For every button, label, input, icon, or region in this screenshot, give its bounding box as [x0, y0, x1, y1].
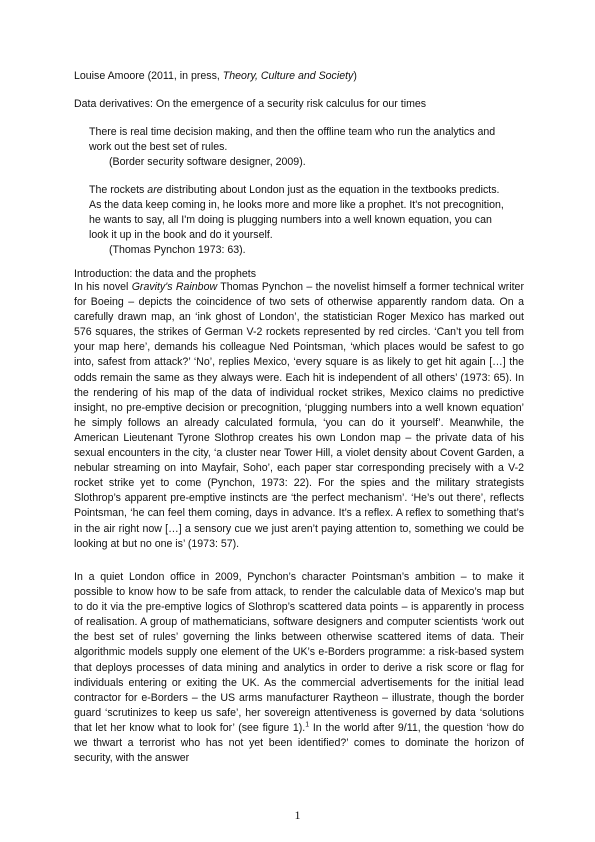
epigraph-1: [89, 125, 509, 170]
page-number: 1: [294, 808, 301, 822]
paragraph-2-text-b: In the world after 9/11, the question ‘how do we thwart a terrorist who has not yet been identified?’ comes to dominate the horizon of security, with the answer: [74, 721, 524, 765]
paragraph-1-text-b: Thomas Pynchon – the novelist himself a former technical writer for Boeing – depicts the coincidence of two sets of otherwise apparently random data. On a carefully drawn map, an ‘ink ghost of London’, the statistician Roger Mexico has marked out 576 squares, the strikes of German V-2 rockets represented by red circles. ‘Can’t you tell from your map here’, demands his colleague Ned Pointsman, ‘which places would be safest to go into, safest from attack?’ ‘No’, replies Mexico, ‘every square is as likely to get hit again […] the odds remain the same as they always were. Each hit is independent of all others’ (1973: 65). In the rendering of his map of the data of individual rocket strikes, Mexico claims no predictive insight, no pre-emptive decision or precognition, ‘plugging numbers into a well known equation’ he simply follows an already calculated formula, ‘you can do it yourself’. Meanwhile, the American Lieutenant Tyrone Slothrop creates his own London map – the private data of his sexual encounters in the city, ‘a cluster near Tower Hill, a violet density about Covent Garden, a nebular streaming on into Mayfair, Soho’, each paper star corresponding precisely with a V-2 rocket strike yet to come (Pynchon, 1973: 22). For the spies and the military strategists Slothrop’s apparent pre-emptive instincts are ‘the perfect mechanism’. ‘He’s out there’, reflects Pointsman, ‘he can feel them coming, days in advance. It’s a reflex. A reflex to something that’s in the air right now […] a sensory cue we just aren’t paying attention to, something we could be looking at but no one is’ (1973: 57).: [74, 281, 524, 550]
epigraph-2-text-b: distributing about London just as the equation in the textbooks predicts. As the data keep coming in, he looks more and more like a prophet. It's not precognition, he wants to say, all I'm doing is plugging numbers into a well known equation, you can look it up in the book and do it yourself.: [89, 184, 504, 242]
epigraph-2-emphasis: are: [147, 184, 163, 196]
epigraph-1-text: There is real time decision making, and then the offline team who run the analytics and work out the best set of rules.: [89, 126, 496, 154]
paragraph-2-text-a: In a quiet London office in 2009, Pynchon’s character Pointsman’s ambition – to make it possible to know how to be safe from attack, to render the calculable data of Mexico’s map but to do it via the pre-emptive logics of Slothrop’s scattered data points – is apparently in process of realisation. A group of mathematicians, software designers and computer scientists ‘work out the best set of rules’ governing the links between otherwise scattered items of data. Their algorithmic models supply one element of the UK’s e-Borders programme: a risk-based system that deploys processes of data mining and analytics in order to derive a risk score or flag for individuals entering or exiting the UK. As the commercial advertisements for the initial lead contractor for e-Borders – the US arms manufacturer Raytheon – illustrate, though the border guard ‘scrutinizes to keep us safe’, her sovereign attentiveness is governed by data ‘solutions that let her know what to look for’ (see figure 1).: [74, 571, 524, 734]
citation-journal: Theory, Culture and Society: [222, 70, 354, 82]
paper-title: Data derivatives: On the emergence of a security risk calculus for our times: [74, 98, 427, 110]
epigraph-1-attribution: (Border security software designer, 2009).: [109, 156, 306, 169]
footnote-marker[interactable]: 1: [305, 721, 310, 729]
epigraph-2-text-a: The rockets: [89, 184, 148, 196]
epigraph-2-attribution: (Thomas Pynchon 1973: 63).: [109, 244, 246, 257]
paragraph-2: [74, 570, 524, 766]
paragraph-1: [74, 280, 524, 552]
paragraph-1-book-title: Gravity's Rainbow: [131, 281, 218, 293]
citation-close: ): [353, 70, 357, 82]
section-heading: Introduction: the data and the prophets: [74, 268, 256, 280]
paragraph-1-text-a: In his novel: [74, 281, 132, 293]
epigraph-2: [89, 183, 509, 258]
citation-author-year: Louise Amoore (2011, in press,: [74, 70, 223, 82]
citation-line: [74, 70, 524, 82]
